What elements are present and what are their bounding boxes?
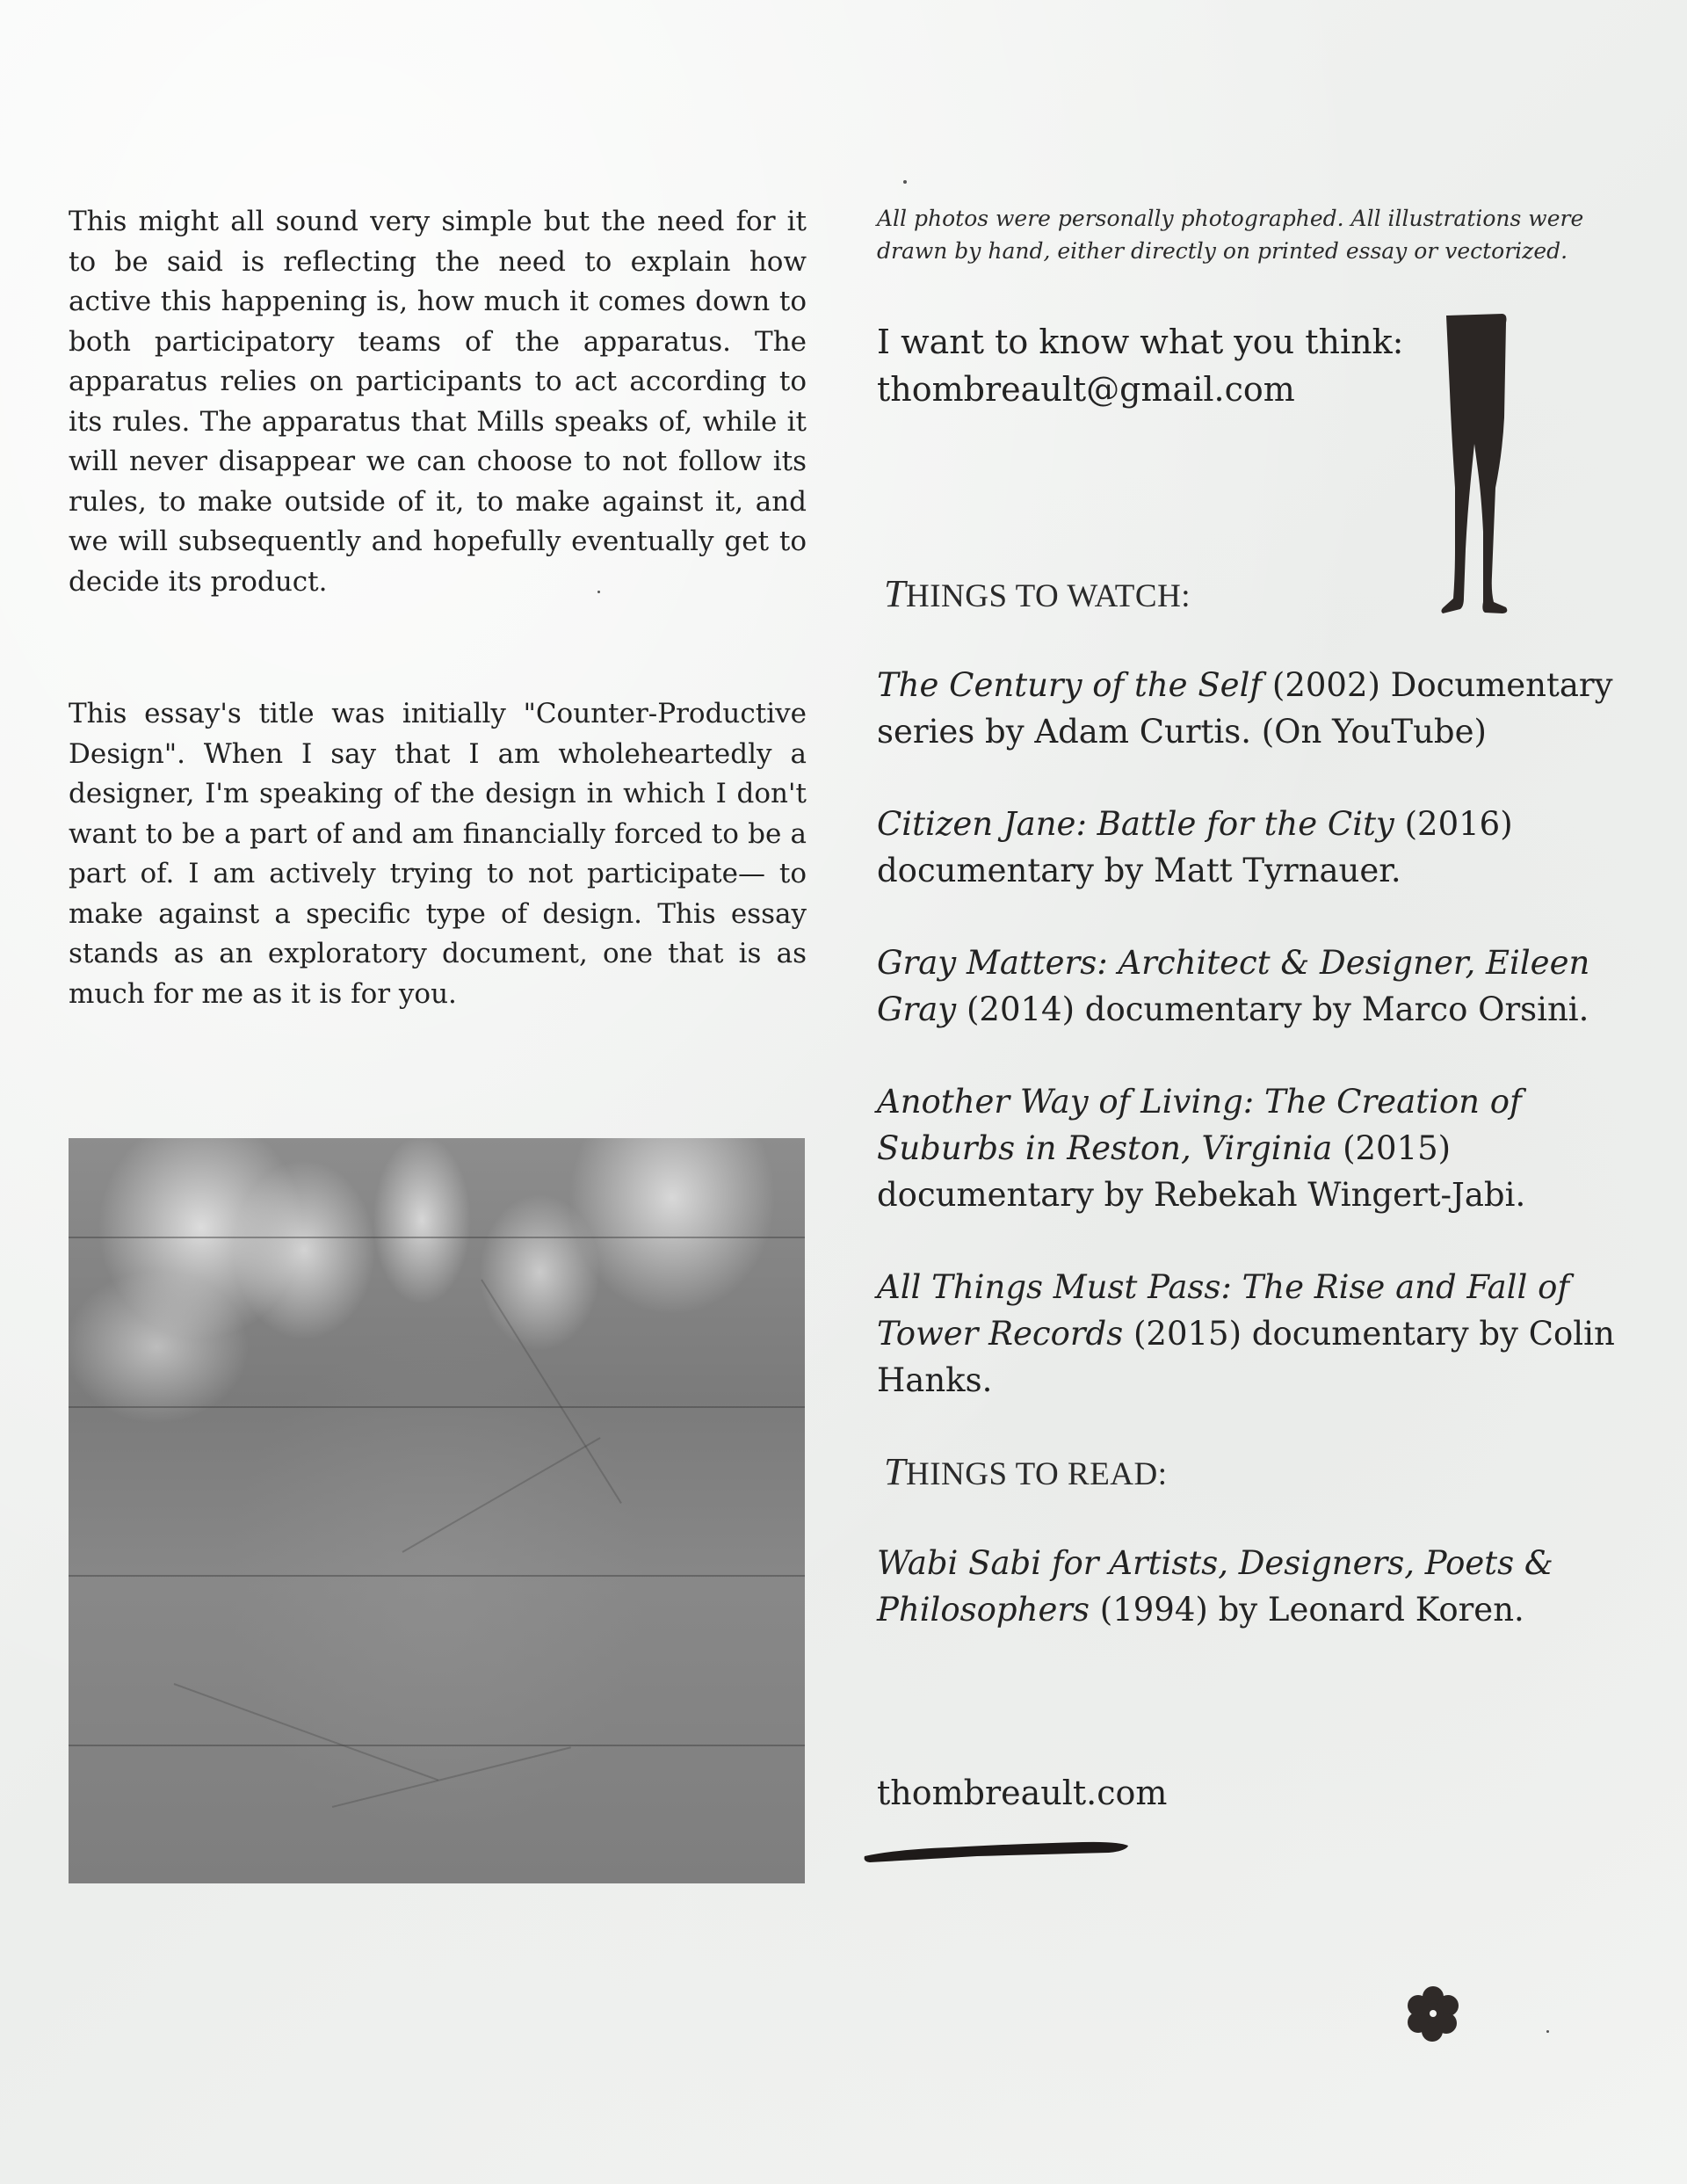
- photo-scanline: [69, 1237, 805, 1238]
- watch-item-title: The Century of the Self: [877, 666, 1263, 704]
- flower-icon: [1404, 1984, 1462, 2043]
- watch-item-detail: (2016) documentary by Matt Tyrnauer.: [877, 805, 1513, 889]
- contact-email: thombreault@gmail.com: [877, 370, 1295, 409]
- watch-item: [877, 940, 1650, 1033]
- read-list: [877, 1540, 1650, 1633]
- watch-list: [877, 662, 1650, 1404]
- essay-paragraph-1: This might all sound very simple but the need for it to be said is reflecting the need to explain how active this happening is, how much it comes down to both participatory teams of the apparatus. The apparatus relies on participants to act according to its rules. The apparatus that Mills speaks of, while it will never disappear we can choose to not follow its rules, to make outside of it, to make against it, and we will subsequently and hopefully eventually get to decide its product.: [69, 206, 807, 598]
- photo-credit-line-1: All photos were personally photographed. All illustrations were: [877, 206, 1584, 231]
- brush-stroke-icon: [863, 1839, 1131, 1865]
- contact-prompt: I want to know what you think:: [877, 323, 1404, 361]
- contact-block: [877, 318, 1650, 413]
- watch-item: [877, 1264, 1650, 1404]
- ink-speck: [903, 180, 907, 184]
- watch-item-title: Citizen Jane: Battle for the City: [877, 805, 1394, 843]
- read-item: [877, 1540, 1650, 1633]
- landscape-photo: [69, 1138, 805, 1883]
- heading-rest: HINGS TO WATCH:: [905, 578, 1191, 614]
- photo-credit-line-2: drawn by hand, either directly on printed essay or vectorized.: [877, 238, 1568, 264]
- photo-scanline: [69, 1406, 805, 1408]
- photo-scanline: [69, 1745, 805, 1746]
- photo-texture: [332, 1746, 571, 1808]
- watch-item-detail: (2015) documentary by Colin Hanks.: [877, 1315, 1615, 1399]
- things-to-watch-heading: [877, 571, 1650, 616]
- heading-initial: T: [884, 572, 906, 615]
- read-item-detail: (1994) by Leonard Koren.: [1090, 1591, 1524, 1629]
- read-item-title: Wabi Sabi for Artists, Designers, Poets & Philosophers: [877, 1544, 1553, 1629]
- watch-item-title: Another Way of Living: The Creation of Suburbs in Reston, Virginia: [877, 1083, 1522, 1167]
- heading-rest: HINGS TO READ:: [905, 1456, 1168, 1492]
- watch-item-detail: (2014) documentary by Marco Orsini.: [956, 990, 1589, 1028]
- watch-item-title: All Things Must Pass: The Rise and Fall of Tower Records: [877, 1268, 1570, 1353]
- things-to-read-heading: [877, 1449, 1650, 1494]
- photo-scanline: [69, 1575, 805, 1577]
- ink-speck: [597, 591, 600, 593]
- photo-texture: [481, 1279, 622, 1503]
- website-url: thombreault.com: [877, 1774, 1168, 1812]
- heading-initial: T: [884, 1450, 906, 1493]
- watch-item-title: Gray Matters: Architect & Designer, Eileen Gray: [877, 944, 1590, 1028]
- legs-illustration-icon: [1441, 312, 1511, 615]
- watch-item-detail: (2015) documentary by Rebekah Wingert-Jabi.: [877, 1129, 1526, 1214]
- essay-paragraph-2: This essay's title was initially "Counter-Productive Design". When I say that I am wholeheartedly a designer, I'm speaking of the design in which I don't want to be a part of and am financially forced to be a part of. I am actively trying to not participate— to make against a specific type of design. This essay stands as an exploratory document, one that is as much for me as it is for you.: [69, 698, 807, 1010]
- right-column: [877, 202, 1650, 1812]
- watch-item: [877, 1078, 1650, 1218]
- photo-texture: [402, 1437, 601, 1553]
- ink-speck: [1546, 2030, 1549, 2033]
- left-column: [69, 202, 807, 1014]
- photo-texture: [174, 1683, 438, 1781]
- watch-item-detail: (2002) Documentary series by Adam Curtis. (On YouTube): [877, 666, 1613, 751]
- watch-item: [877, 801, 1650, 894]
- watch-item: [877, 662, 1650, 755]
